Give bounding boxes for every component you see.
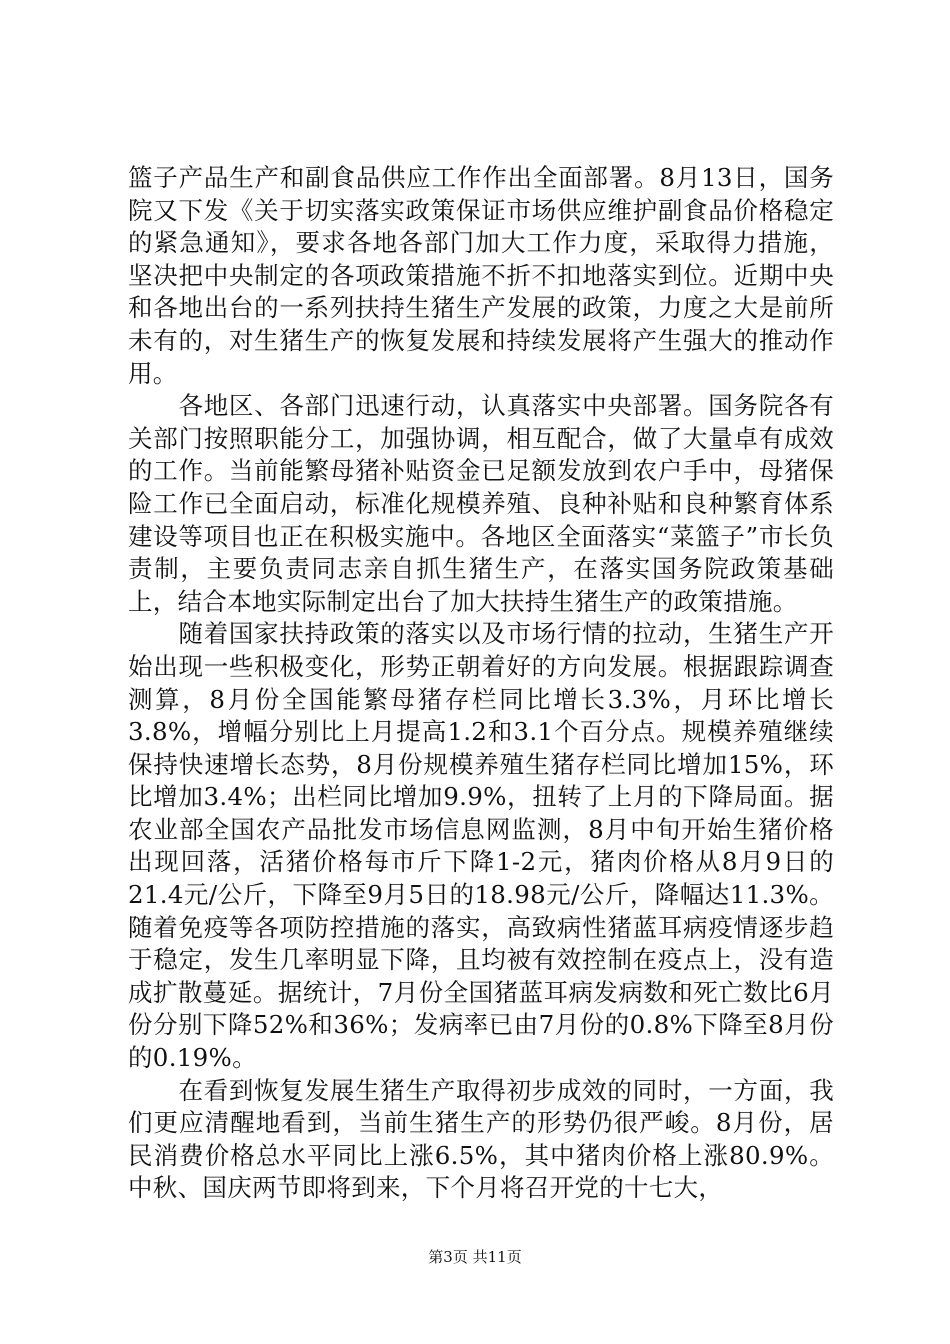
paragraph-1: 篮子产品生产和副食品供应工作作出全面部署。8月13日，国务院又下发《关于切实落实政策保证市场供应维护副食品价格稳定的紧急通知》，要求各地各部门加大工作力度，采取得力措施，坚决把中央制定的各项政策措施不折不扣地落实到位。近期中央和各地出台的一系列扶持生猪生产发展的政策，力度之大是前所未有的，对生猪生产的恢复发展和持续发展将产生强大的推动作用。 <box>128 163 834 388</box>
body-text <box>128 162 834 1205</box>
paragraph-2: 各地区、各部门迅速行动，认真落实中央部署。国务院各有关部门按照职能分工，加强协调，相互配合，做了大量卓有成效的工作。当前能繁母猪补贴资金已足额发放到农户手中，母猪保险工作已全面启动，标准化规模养殖、良种补贴和良种繁育体系建设等项目也正在积极实施中。各地区全面落实“菜篮子”市长负责制，主要负责同志亲自抓生猪生产，在落实国务院政策基础上，结合本地实际制定出台了加大扶持生猪生产的政策措施。 <box>128 391 834 616</box>
paragraph-4: 在看到恢复发展生猪生产取得初步成效的同时，一方面，我们更应清醒地看到，当前生猪生产的形势仍很严峻。8月份，居民消费价格总水平同比上涨6.5%，其中猪肉价格上涨80.9%。中秋、国庆两节即将到来，下个月将召开党的十七大， <box>128 1075 834 1203</box>
paragraph-3: 随着国家扶持政策的落实以及市场行情的拉动，生猪生产开始出现一些积极变化，形势正朝着好的方向发展。根据跟踪调查测算，8月份全国能繁母猪存栏同比增长3.3%，月环比增长3.8%，增幅分别比上月提高1.2和3.1个百分点。规模养殖继续保持快速增长态势，8月份规模养殖生猪存栏同比增加15%，环比增加3.4%；出栏同比增加9.9%，扭转了上月的下降局面。据农业部全国农产品批发市场信息网监测，8月中旬开始生猪价格出现回落，活猪价格每市斤下降1-2元，猪肉价格从8月9日的21.4元/公斤，下降至9月5日的18.98元/公斤，降幅达11.3%。随着免疫等各项防控措施的落实，高致病性猪蓝耳病疫情逐步趋于稳定，发生几率明显下降，且均被有效控制在疫点上，没有造成扩散蔓延。据统计，7月份全国猪蓝耳病发病数和死亡数比6月份分别下降52%和36%；发病率已由7月份的0.8%下降至8月份的0.19%。 <box>128 619 834 1073</box>
page-footer <box>0 1246 950 1267</box>
page-number: 第3页 共11页 <box>428 1248 522 1266</box>
